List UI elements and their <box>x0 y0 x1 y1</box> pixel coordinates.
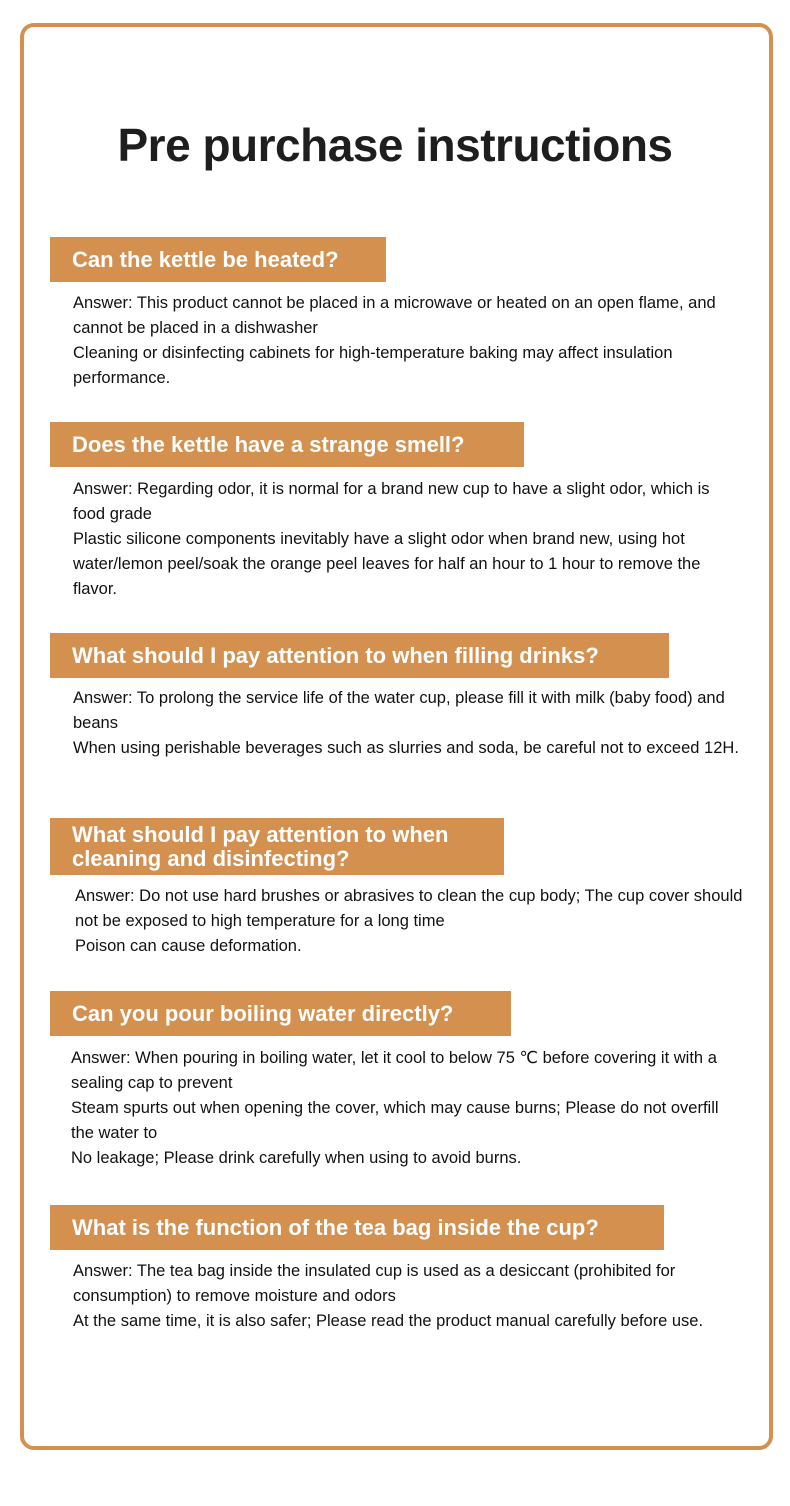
question-label: Does the kettle have a strange smell? <box>72 431 465 457</box>
answer-line: Answer: When pouring in boiling water, let it cool to below 75 ℃ before covering it with a sealing cap to prevent <box>71 1049 717 1092</box>
answer-line: Cleaning or disinfecting cabinets for high-temperature baking may affect insulation performance. <box>73 344 673 387</box>
question-smell <box>50 422 524 467</box>
page-title: Pre purchase instructions <box>117 119 673 171</box>
answer-line: When using perishable beverages such as slurries and soda, be careful not to exceed 12H. <box>73 739 739 757</box>
answer-line: At the same time, it is also safer; Please read the product manual carefully before use. <box>73 1312 704 1330</box>
answer-boiling-water <box>71 1046 741 1171</box>
question-label: What is the function of the tea bag inside the cup? <box>72 1214 599 1240</box>
question-filling-drinks <box>50 633 669 678</box>
answer-line: No leakage; Please drink carefully when using to avoid burns. <box>71 1149 522 1167</box>
answer-line: Poison can cause deformation. <box>75 937 302 955</box>
answer-cleaning <box>75 884 745 959</box>
question-heating <box>50 237 386 282</box>
question-cleaning <box>50 818 504 875</box>
question-label: What should I pay attention to when filling drinks? <box>72 642 599 668</box>
question-tea-bag <box>50 1205 664 1250</box>
answer-line: Plastic silicone components inevitably have a slight odor when brand new, using hot water/lemon peel/soak the orange peel leaves for half an hour to 1 hour to remove the flavor. <box>73 530 701 598</box>
answer-line: Answer: This product cannot be placed in a microwave or heated on an open flame, and cannot be placed in a dishwasher <box>73 294 716 337</box>
answer-smell <box>73 477 743 602</box>
answer-filling-drinks <box>73 686 743 761</box>
answer-heating <box>73 291 743 391</box>
answer-line: Answer: The tea bag inside the insulated cup is used as a desiccant (prohibited for consumption) to remove moisture and odors <box>73 1262 676 1305</box>
answer-line: Answer: Do not use hard brushes or abrasives to clean the cup body; The cup cover should not be exposed to high temperature for a long time <box>75 887 743 930</box>
question-label: Can you pour boiling water directly? <box>72 1000 454 1026</box>
answer-line: Answer: To prolong the service life of the water cup, please fill it with milk (baby food) and beans <box>73 689 725 732</box>
question-label: What should I pay attention to when cleaning and disinfecting? <box>72 821 449 871</box>
question-label: Can the kettle be heated? <box>72 246 339 272</box>
answer-line: Steam spurts out when opening the cover, which may cause burns; Please do not overfill the water to <box>71 1099 719 1142</box>
answer-tea-bag <box>73 1259 743 1334</box>
question-boiling-water <box>50 991 511 1036</box>
answer-line: Answer: Regarding odor, it is normal for a brand new cup to have a slight odor, which is food grade <box>73 480 710 523</box>
